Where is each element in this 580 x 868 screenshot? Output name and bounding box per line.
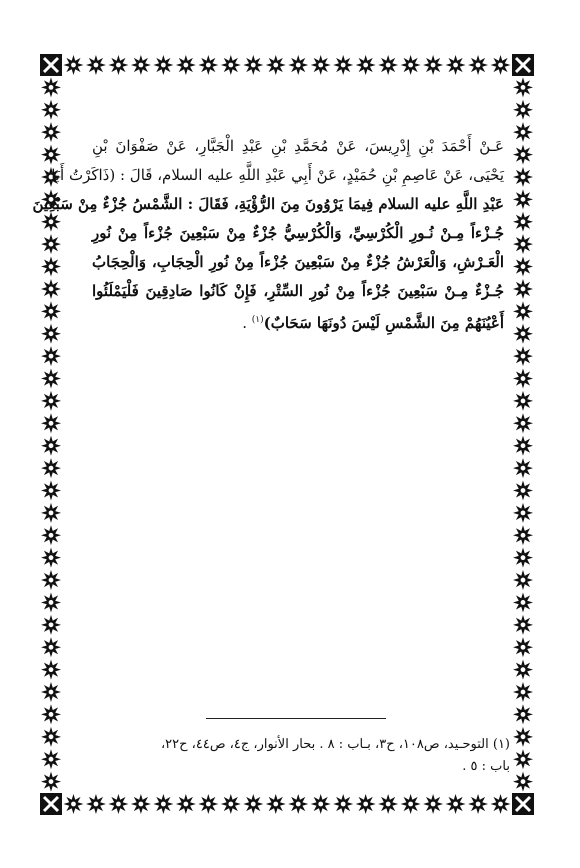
star-ornament-icon [423, 794, 443, 814]
star-ornament-icon [513, 637, 533, 657]
end-mark: . [242, 314, 252, 332]
star-ornament-icon [41, 704, 61, 724]
star-ornament-icon [86, 55, 106, 75]
star-ornament-icon [131, 794, 151, 814]
star-ornament-icon [311, 794, 331, 814]
text-line: جُـزْءٌ مِـنْ سَبْعِينَ جُزْءاً مِنْ نُورِ السِّتْرِ، فَإِنْ كَانُوا صَادِقِينَ فَلْيَمْلَئُوا [92, 282, 504, 300]
star-ornament-icon [41, 122, 61, 142]
text-line: يَحْيَى، عَنْ عَاصِمِ بْنِ حُمَيْدٍ، عَنْ أَبِي عَبْدِ اللَّهِ عليه السلام، قَالَ : (ذَاكَرْتُ أَبَا [51, 166, 504, 184]
star-ornament-icon [513, 122, 533, 142]
star-ornament-icon [41, 615, 61, 635]
star-ornament-icon [378, 794, 398, 814]
star-ornament-icon [401, 55, 421, 75]
star-ornament-icon [41, 279, 61, 299]
star-ornament-icon [513, 189, 533, 209]
star-ornament-icon [333, 55, 353, 75]
star-ornament-icon [41, 525, 61, 545]
corner-ornament-icon [40, 793, 62, 815]
star-ornament-icon [378, 55, 398, 75]
star-ornament-icon [513, 436, 533, 456]
text-line: عَبْدِ اللَّهِ عليه السلام فِيمَا يَرْوُونَ مِنَ الرُّؤْيَةِ، فَقَالَ : الشَّمْسُ جُزْءٌ مِنْ سَبْعِينَ [32, 195, 504, 213]
star-ornament-icon [311, 55, 331, 75]
star-ornament-icon [198, 794, 218, 814]
text-line: عَـنْ أَحْمَدَ بْنِ إِدْرِيسَ، عَنْ مُحَمَّدِ بْنِ عَبْدِ الْجَبَّارِ، عَنْ صَفْوَانَ بْنِ [92, 137, 504, 155]
star-ornament-icon [401, 794, 421, 814]
star-ornament-icon [221, 794, 241, 814]
star-ornament-icon [288, 55, 308, 75]
star-ornament-icon [41, 592, 61, 612]
star-ornament-icon [176, 55, 196, 75]
footnote [86, 734, 510, 778]
star-ornament-icon [266, 55, 286, 75]
footnote-rule [206, 718, 386, 719]
star-ornament-icon [131, 55, 151, 75]
star-ornament-icon [513, 100, 533, 120]
star-ornament-icon [41, 369, 61, 389]
star-ornament-icon [41, 436, 61, 456]
star-ornament-icon [153, 794, 173, 814]
star-ornament-icon [513, 301, 533, 321]
star-ornament-icon [266, 794, 286, 814]
star-ornament-icon [423, 55, 443, 75]
star-ornament-icon [41, 458, 61, 478]
footnote-line: (١) التوحـيد، ص١٠٨، ح٣، بـاب : ٨ . بحار الأنوار، ج٤، ص٤٤، ح٢٢، [160, 737, 510, 752]
star-ornament-icon [513, 727, 533, 747]
star-ornament-icon [513, 257, 533, 277]
hadith-text [32, 132, 504, 338]
star-ornament-icon [513, 503, 533, 523]
star-ornament-icon [513, 682, 533, 702]
star-ornament-icon [513, 234, 533, 254]
star-ornament-icon [41, 480, 61, 500]
star-ornament-icon [41, 570, 61, 590]
star-ornament-icon [513, 704, 533, 724]
footnote-line: باب : ٥ . [462, 759, 510, 774]
star-ornament-icon [513, 525, 533, 545]
star-ornament-icon [446, 55, 466, 75]
star-ornament-icon [63, 794, 83, 814]
star-ornament-icon [41, 660, 61, 680]
star-ornament-icon [41, 234, 61, 254]
star-ornament-icon [41, 548, 61, 568]
star-ornament-icon [198, 55, 218, 75]
star-ornament-icon [41, 503, 61, 523]
star-ornament-icon [356, 55, 376, 75]
star-ornament-icon [446, 794, 466, 814]
star-ornament-icon [513, 592, 533, 612]
star-ornament-icon [468, 55, 488, 75]
star-ornament-icon [41, 301, 61, 321]
star-ornament-icon [513, 346, 533, 366]
star-ornament-icon [41, 413, 61, 433]
star-ornament-icon [108, 55, 128, 75]
star-ornament-icon [41, 324, 61, 344]
star-ornament-icon [513, 145, 533, 165]
star-ornament-icon [513, 570, 533, 590]
star-ornament-icon [108, 794, 128, 814]
star-ornament-icon [41, 637, 61, 657]
text-line: الْعَـرْشِ، وَالْعَرْشُ جُزْءٌ مِنْ سَبْعِينَ جُزْءاً مِنْ نُورِ الْحِجَابِ، وَالْحِجَابُ [92, 253, 504, 271]
star-ornament-icon [243, 55, 263, 75]
star-ornament-icon [513, 548, 533, 568]
star-ornament-icon [513, 369, 533, 389]
star-ornament-icon [468, 794, 488, 814]
star-ornament-icon [513, 391, 533, 411]
corner-ornament-icon [40, 54, 62, 76]
text-line: جُـزْءاً مِـنْ نُـورِ الْكُرْسِيِّ، وَالْكُرْسِيُّ جُزْءٌ مِنْ سَبْعِينَ جُزْءاً مِنْ نُورِ [92, 224, 504, 242]
star-ornament-icon [41, 749, 61, 769]
star-ornament-icon [243, 794, 263, 814]
star-ornament-icon [221, 55, 241, 75]
star-ornament-icon [513, 615, 533, 635]
star-ornament-icon [41, 257, 61, 277]
star-ornament-icon [41, 772, 61, 792]
star-ornament-icon [288, 794, 308, 814]
star-ornament-icon [41, 100, 61, 120]
star-ornament-icon [176, 794, 196, 814]
star-ornament-icon [41, 77, 61, 97]
star-ornament-icon [513, 77, 533, 97]
star-ornament-icon [513, 167, 533, 187]
star-ornament-icon [513, 324, 533, 344]
star-ornament-icon [333, 794, 353, 814]
corner-ornament-icon [512, 793, 534, 815]
star-ornament-icon [513, 212, 533, 232]
star-ornament-icon [513, 458, 533, 478]
star-ornament-icon [41, 391, 61, 411]
text-line-last [92, 306, 504, 338]
star-ornament-icon [513, 480, 533, 500]
star-ornament-icon [356, 794, 376, 814]
star-ornament-icon [491, 794, 511, 814]
star-ornament-icon [491, 55, 511, 75]
corner-ornament-icon [512, 54, 534, 76]
star-ornament-icon [63, 55, 83, 75]
star-ornament-icon [513, 749, 533, 769]
star-ornament-icon [86, 794, 106, 814]
star-ornament-icon [41, 727, 61, 747]
star-ornament-icon [513, 772, 533, 792]
star-ornament-icon [41, 346, 61, 366]
star-ornament-icon [513, 413, 533, 433]
text-line: أَعْيُنَهُمْ مِنَ الشَّمْسِ لَيْسَ دُونَهَا سَحَابٌ) [263, 314, 504, 332]
star-ornament-icon [513, 279, 533, 299]
star-ornament-icon [513, 660, 533, 680]
footnote-marker: (١) [251, 315, 264, 325]
star-ornament-icon [41, 682, 61, 702]
star-ornament-icon [153, 55, 173, 75]
